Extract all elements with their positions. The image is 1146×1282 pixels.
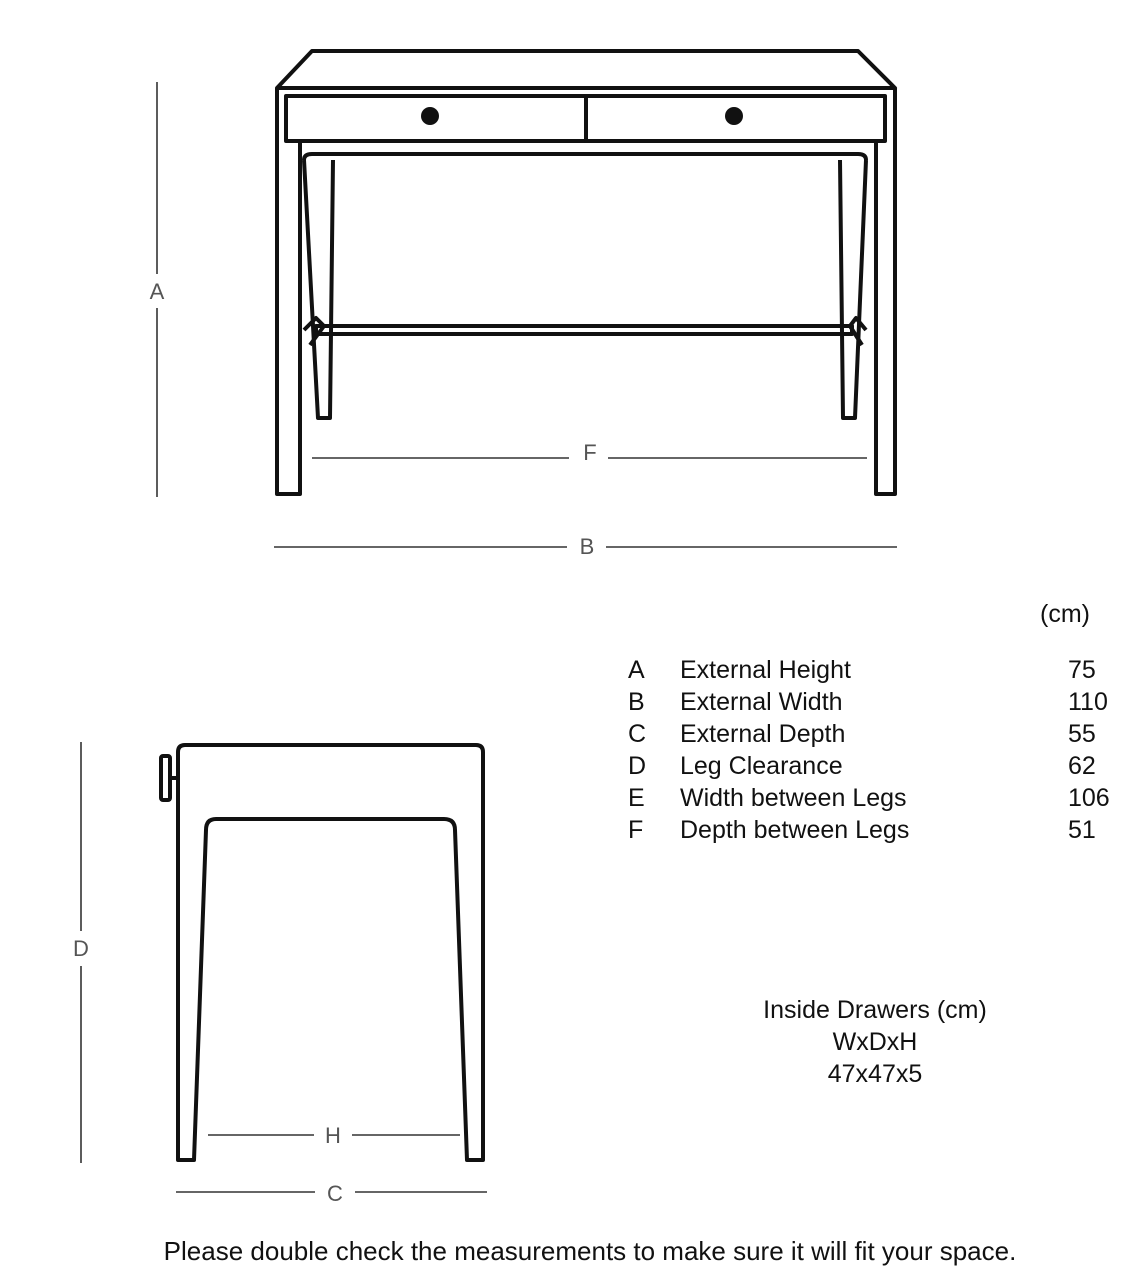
spec-label: External Depth [680, 720, 846, 748]
spec-value: 106 [1068, 784, 1110, 812]
spec-row [628, 750, 1118, 782]
desk-side-view [161, 745, 483, 1160]
spec-value: 55 [1068, 720, 1096, 748]
spec-value: 75 [1068, 656, 1096, 684]
dimension-label-h: H [325, 1123, 341, 1148]
dimension-label-c: C [327, 1181, 343, 1206]
spec-label: Width between Legs [680, 784, 907, 812]
spec-letter: B [628, 688, 645, 716]
dimension-label-d: D [73, 936, 89, 961]
spec-letter: D [628, 752, 647, 780]
spec-row [628, 782, 1118, 814]
spec-letter: E [628, 784, 645, 812]
inside-drawers-title: Inside Drawers (cm) [763, 996, 987, 1024]
spec-row [628, 686, 1118, 718]
spec-label: External Width [680, 688, 843, 716]
drawer-knob-left-icon [421, 107, 439, 125]
spec-value: 110 [1068, 688, 1108, 716]
spec-value: 62 [1068, 752, 1096, 780]
spec-letter: F [628, 816, 644, 844]
dimension-label-b: B [579, 534, 595, 559]
measurement-note: Please double check the measurements to make sure it will fit your space. [163, 1236, 1017, 1266]
inside-drawers-format: WxDxH [832, 1028, 918, 1056]
spec-letter: C [628, 720, 647, 748]
drawer-knob-right-icon [725, 107, 743, 125]
inside-drawers-size: 47x47x5 [827, 1060, 923, 1088]
desk-front-view [277, 51, 895, 494]
spec-label: Leg Clearance [680, 752, 843, 780]
dimension-label-a: A [149, 279, 165, 304]
spec-row [628, 718, 1118, 750]
specs-table [628, 654, 1118, 846]
inside-drawers-info [730, 994, 1020, 1090]
spec-row [628, 814, 1118, 846]
spec-label: External Height [680, 656, 851, 684]
spec-letter: A [628, 656, 645, 684]
dimension-label-f: F [583, 440, 597, 465]
spec-row [628, 654, 1118, 686]
spec-label: Depth between Legs [680, 816, 910, 844]
units-label: (cm) [1040, 600, 1090, 628]
spec-value: 51 [1068, 816, 1096, 844]
